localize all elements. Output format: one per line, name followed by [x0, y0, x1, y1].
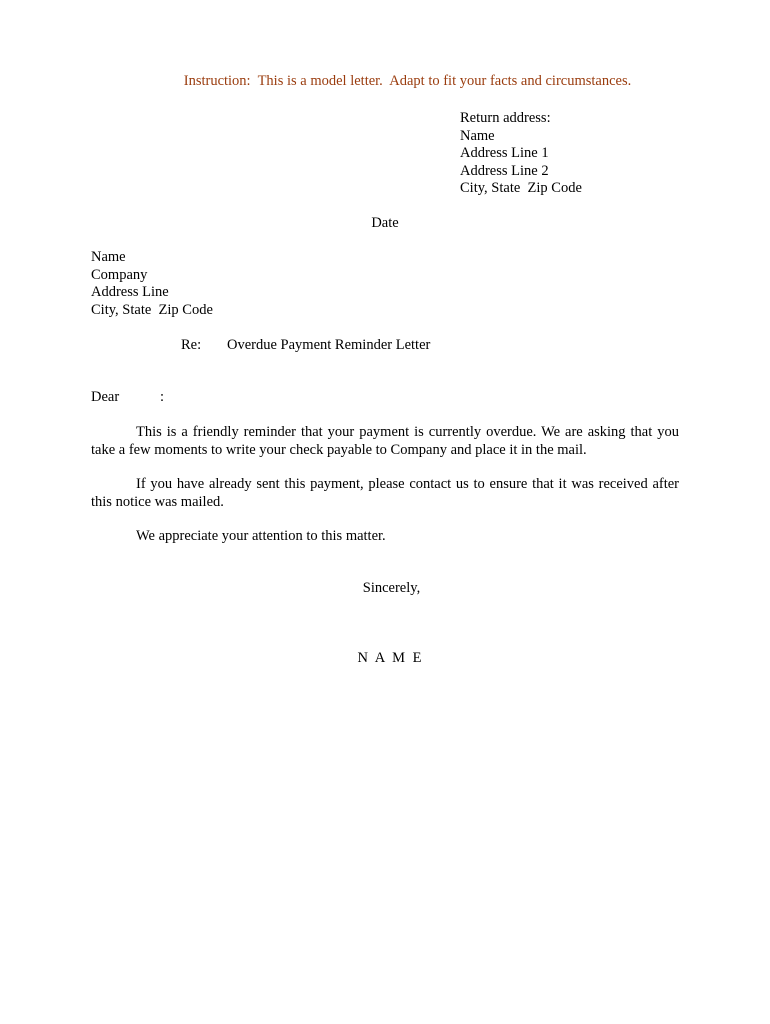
- paragraph-2-line-1: If you have already sent this payment, please contact us to ensure that it was received after: [136, 476, 679, 492]
- instruction-note: Instruction: This is a model letter. Adapt to fit your facts and circumstances.: [183, 73, 632, 89]
- paragraph-1-line-1: This is a friendly reminder that your payment is currently overdue. We are asking that you: [136, 424, 679, 440]
- return-address-city-state-zip: City, State Zip Code: [460, 180, 582, 196]
- closing: Sincerely,: [362, 580, 421, 596]
- body-paragraph-3: [91, 528, 679, 546]
- recipient-city-state-zip: City, State Zip Code: [91, 301, 213, 318]
- return-address-line-1: Address Line 1: [460, 145, 549, 161]
- signature-name: N A M E: [357, 650, 424, 666]
- recipient-address-line: Address Line: [91, 284, 169, 300]
- body-paragraph-1: [91, 424, 679, 459]
- re-label: Re:: [181, 337, 202, 353]
- return-address-block: [460, 110, 582, 198]
- recipient-name: Name: [91, 249, 126, 265]
- salutation-colon: :: [160, 389, 165, 405]
- return-address-label: Return address:: [460, 110, 551, 126]
- paragraph-3-text: We appreciate your attention to this matter.: [136, 528, 386, 544]
- return-address-line-2: Address Line 2: [460, 162, 549, 179]
- body-paragraph-2: [91, 476, 679, 511]
- letter-date: Date: [371, 215, 399, 231]
- re-subject: Overdue Payment Reminder Letter: [227, 337, 431, 353]
- return-address-name: Name: [460, 127, 495, 144]
- recipient-company: Company: [91, 266, 148, 283]
- recipient-address-block: [91, 249, 213, 319]
- paragraph-1-line-2: take a few moments to write your check payable to Company and place it in the mail.: [91, 441, 587, 458]
- salutation-dear: Dear: [91, 389, 120, 405]
- paragraph-2-line-2: this notice was mailed.: [91, 493, 224, 510]
